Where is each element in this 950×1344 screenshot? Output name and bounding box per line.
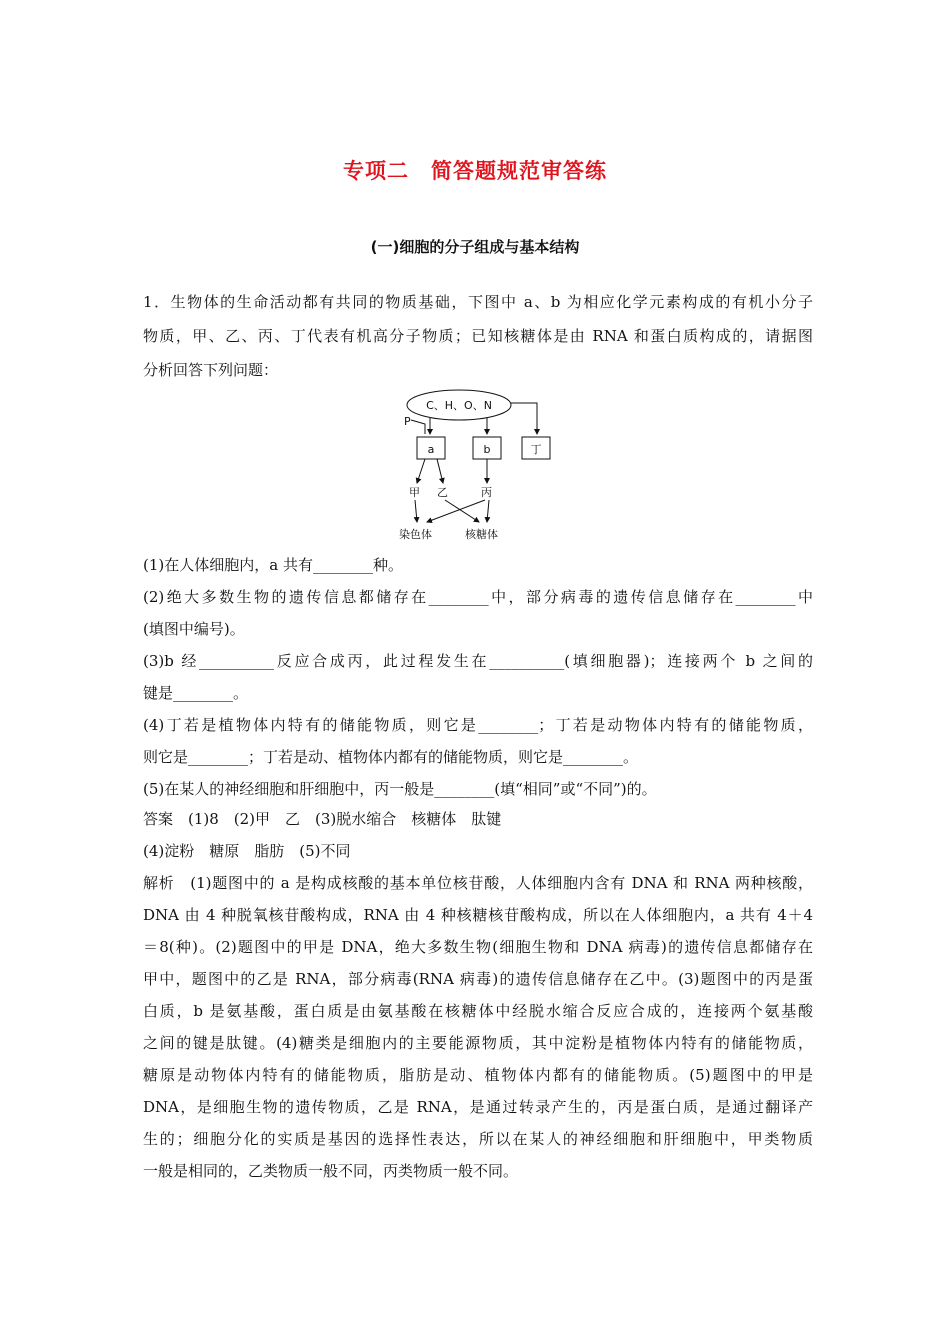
question-stem-line: 物质，甲、乙、丙、丁代表有机高分子物质；已知核糖体是由 RNA 和蛋白质构成的，请据图: [143, 327, 813, 345]
yi-label: 乙: [437, 486, 448, 499]
analysis-line: DNA 由 4 种脱氧核苷酸构成，RNA 由 4 种核糖核苷酸构成，所以在人体细胞内，a 共有 4＋4: [143, 906, 813, 924]
question-part-4-cont: 则它是________；丁若是动、植物体内都有的储能物质，则它是________。: [143, 748, 639, 766]
analysis-line: 糖原是动物体内特有的储能物质，脂肪是动、植物体内都有的储能物质。(5)题图中的甲是: [143, 1066, 813, 1084]
page-title: 专项二 简答题规范审答练: [343, 159, 607, 183]
answer-line: (4)淀粉 糖原 脂肪 (5)不同: [143, 842, 351, 860]
box-ding-label: 丁: [530, 443, 542, 456]
elements-label: C、H、O、N: [426, 399, 492, 412]
chromosome-label: 染色体: [399, 528, 432, 541]
ribosome-label: 核糖体: [465, 528, 498, 541]
analysis-line: ＝8(种)。(2)题图中的甲是 DNA，绝大多数生物(细胞生物和 DNA 病毒)的遗传信息都储存在: [143, 938, 813, 956]
bing-label: 丙: [481, 486, 492, 499]
question-part-3: (3)b 经__________反应合成丙，此过程发生在__________(填细胞器)；连接两个 b 之间的: [143, 652, 813, 670]
box-b-label: b: [483, 443, 491, 456]
jia-label: 甲: [409, 486, 420, 499]
phosphorus-label: P: [404, 415, 411, 428]
molecule-diagram: [395, 388, 565, 548]
analysis-line: 甲中，题图中的乙是 RNA，部分病毒(RNA 病毒)的遗传信息储存在乙中。(3)题图中的丙是蛋: [143, 970, 813, 988]
analysis-line: 解析 (1)题图中的 a 是构成核酸的基本单位核苷酸，人体细胞内含有 DNA 和 RNA 两种核酸，: [143, 874, 813, 892]
question-part-5: (5)在某人的神经细胞和肝细胞中，丙一般是________(填“相同”或“不同”)的。: [143, 780, 657, 798]
question-part-4: (4)丁若是植物体内特有的储能物质，则它是________；丁若是动物体内特有的储能物质，: [143, 716, 813, 734]
question-stem-line: 1．生物体的生命活动都有共同的物质基础，下图中 a、b 为相应化学元素构成的有机小分子: [143, 293, 813, 311]
analysis-line: 之间的键是肽键。(4)糖类是细胞内的主要能源物质，其中淀粉是植物体内特有的储能物质，: [143, 1034, 813, 1052]
box-a-label: a: [427, 443, 435, 456]
question-part-1: (1)在人体细胞内，a 共有________种。: [143, 556, 403, 574]
analysis-line: DNA，是细胞生物的遗传物质，乙是 RNA，是通过转录产生的，丙是蛋白质，是通过翻译产: [143, 1098, 813, 1116]
analysis-line: 一般是相同的，乙类物质一般不同，丙类物质一般不同。: [143, 1162, 519, 1180]
question-part-3-cont: 键是________。: [143, 684, 249, 702]
section-heading: (一)细胞的分子组成与基本结构: [370, 238, 580, 256]
answer-line: 答案 (1)8 (2)甲 乙 (3)脱水缩合 核糖体 肽键: [143, 810, 502, 828]
question-part-2-cont: (填图中编号)。: [143, 620, 245, 638]
analysis-line: 白质，b 是氨基酸，蛋白质是由氨基酸在核糖体中经脱水缩合反应合成的，连接两个氨基酸: [143, 1002, 813, 1020]
question-part-2: (2)绝大多数生物的遗传信息都储存在________中，部分病毒的遗传信息储存在________中: [143, 588, 813, 606]
analysis-line: 生的；细胞分化的实质是基因的选择性表达，所以在某人的神经细胞和肝细胞中，甲类物质: [143, 1130, 813, 1148]
question-stem-line: 分析回答下列问题：: [143, 361, 279, 379]
